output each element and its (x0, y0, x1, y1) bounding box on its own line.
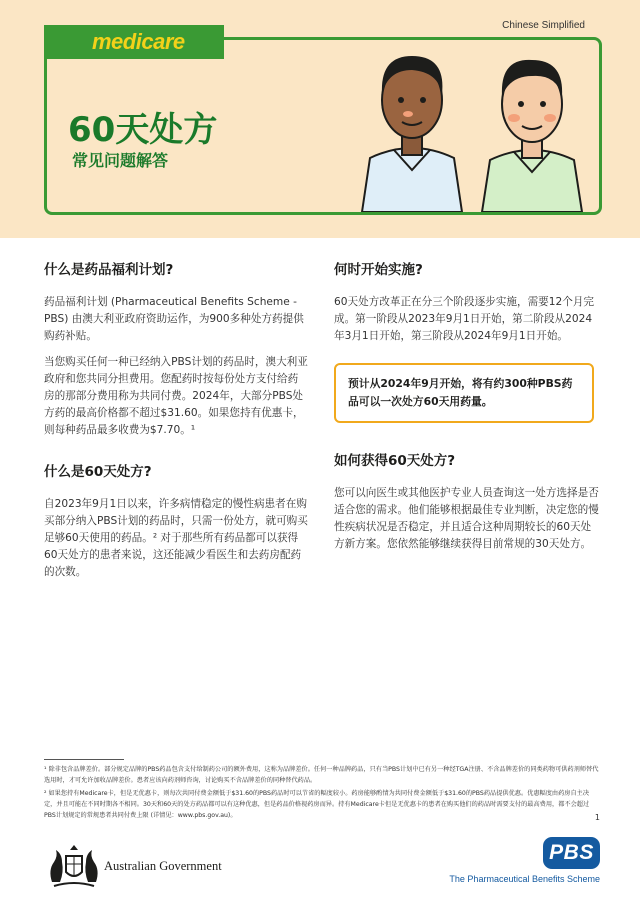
paragraph-60-day-intro: 自2023年9月1日以来，许多病情稳定的慢性病患者在购买部分纳入PBS计划的药品时，只需一份处方，就可购买足够60天使用的药品。² 对于那些所有药品都可以获得60天处方的患者来说，这还能减少看医生和去药房配药的次数。 (44, 498, 308, 578)
person-left-icon (362, 56, 462, 212)
person-right-icon (482, 60, 582, 212)
footnote-2: ² 如果您持有Medicare卡，但是无优惠卡，则每次共同付费金额低于$31.60的PBS药品时可以节省的幅度较小。药房能够酌情为共同付费金额低于$31.60的PBS药品提供优惠。优惠幅度由药房自主决定，并且可能在不同时期各不相同。30天和60天的处方药品都可以有这种优惠，但是药品价格视药房而异。持有Medicare卡但是无优惠卡的患者在购买他们的药品时需要支付的最高费用，都不会超过PBS计划规定的常规患者共同付费上限 (详情见：www.pbs.gov.au)。 (44, 790, 590, 819)
page-subtitle: 常见问题解答 (72, 151, 169, 170)
footnote-1: ¹ 除非包含品牌差价。部分规定品牌的PBS药品包含支付给制药公司的额外费用，这称为品牌差价。任何一种品牌药品，只有当PBS计划中已有另一种经TGA注册、不含品牌差价的同类药物可供药剂师替代选用时，才可允许加收品牌差价。患者应该向药剂师咨询，讨论购买不含品牌差价的同种替代药品。 (44, 766, 599, 784)
coat-of-arms-icon (44, 842, 104, 892)
right-column (334, 258, 600, 562)
government-name: Australian Government (104, 859, 222, 873)
paragraph-pbs-copayment: 当您购买任何一种已经纳入PBS计划的药品时，澳大利亚政府和您共同分担费用。您配药时按每份处方支付给药房的那部分费用称为共同付费。2024年，大部分PBS处方药的最高价格都不超过$31.60。如果您持有优惠卡，则每种药品最多收费为$7.70。¹ (44, 356, 308, 436)
pbs-tagline: The Pharmaceutical Benefits Scheme (449, 874, 600, 884)
paragraph-phases: 60天处方改革正在分三个阶段逐步实施，需要12个月完成。第一阶段从2023年9月1日开始，第二阶段从2024年3月1日开始，第三阶段从2024年9月1日开始。 (334, 296, 595, 342)
callout-box: 预计从2024年9月开始，将有约300种PBS药品可以一次处方60天用药量。 (334, 363, 594, 423)
paragraph-how-to-get: 您可以向医生或其他医护专业人员查询这一处方选择是否适合您的需求。他们能够根据最佳专业判断，决定您的慢性疾病状况是否稳定，并且适合这种周期较长的60天处方新方案。您依然能够继续获得目前常规的30天处方。 (334, 487, 599, 550)
people-illustration (342, 38, 602, 212)
page-number: 1 (594, 813, 600, 822)
footnote-divider (44, 759, 124, 760)
medicare-logo: medicare (44, 25, 224, 59)
heading-what-is-pbs: 什么是药品福利计划? (44, 262, 174, 278)
language-label: Chinese Simplified (502, 20, 585, 31)
heading-how-to-get: 如何获得60天处方? (334, 453, 456, 469)
hero-banner (0, 0, 640, 238)
paragraph-pbs-intro: 药品福利计划 (Pharmaceutical Benefits Scheme - PBS) 由澳大利亚政府资助运作，为900多种处方药提供购药补贴。 (44, 296, 304, 342)
page-title: 60天处方 (68, 110, 218, 150)
heading-what-is-60-day: 什么是60天处方? (44, 464, 152, 480)
pbs-logo: PBS (543, 837, 600, 869)
left-column (44, 258, 308, 590)
australian-government-logo (44, 842, 244, 892)
heading-when-start: 何时开始实施? (334, 262, 423, 278)
